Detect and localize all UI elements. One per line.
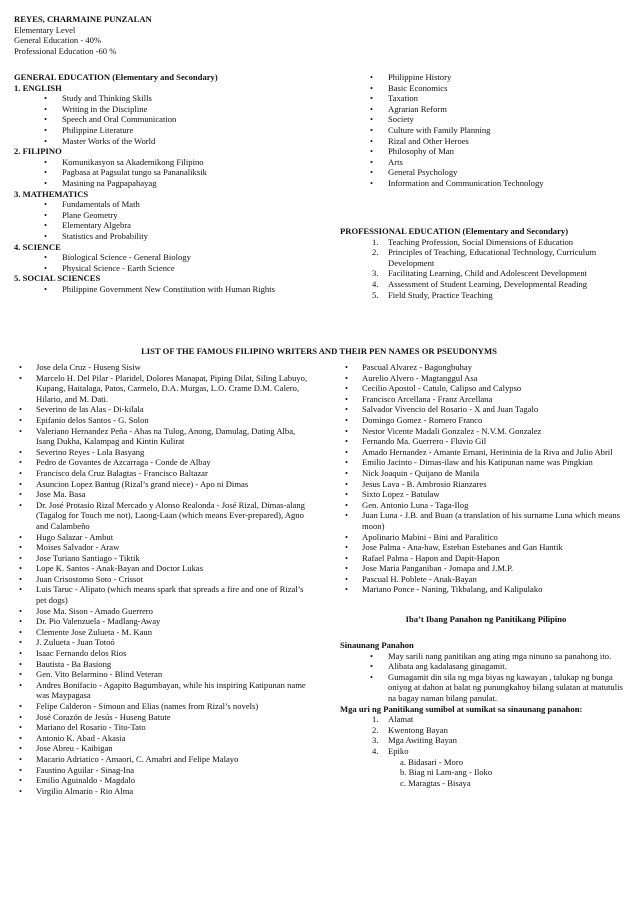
writer-item: • Jesus Lava - B. Ambrosio Rianzares	[340, 479, 632, 490]
writer-item: • Dr. José Protasio Rizal Mercado y Alonso Realonda - José Rizal, Dimas-alang (Tagalog for Touch me not), Laong-Laan (which means Ever-prepared), Agno and Calambeño	[14, 500, 314, 532]
item-number: 4.	[372, 745, 379, 756]
writer-item: • Juan Crisostomo Soto - Crissot	[14, 574, 314, 585]
writer-item: • Domingo Gomez - Romero Franco	[340, 415, 632, 426]
gen-ed-section-heading	[14, 189, 314, 200]
writer-item: • Gen. Vito Belarmino - Blind Veteran	[14, 669, 314, 680]
section-number: 4.	[14, 241, 21, 252]
subject-item: • Agrarian Reform	[340, 104, 630, 115]
writer-item: • Nick Joaquin - Quijano de Manila	[340, 468, 632, 479]
prof-ed-block	[340, 226, 632, 300]
writers-left-list	[14, 362, 314, 796]
epiko-item: a. Bidasari - Moro	[400, 756, 464, 767]
item-text: Epiko	[388, 745, 409, 756]
writer-item: • Severino de las Alas - Di-kilala	[14, 404, 314, 415]
section-subject-list	[14, 157, 314, 189]
subject-item: • Biological Science - General Biology	[14, 252, 314, 263]
subject-item: • Pagbasa at Pagsulat tungo sa Pananaliksik	[14, 167, 314, 178]
writer-item: • Lope K. Santos - Anak-Bayan and Doctor Lukas	[14, 563, 314, 574]
writer-item: • Sixto Lopez - Batulaw	[340, 489, 632, 500]
writer-item: • Jose Abreu - Kaibigan	[14, 743, 314, 754]
subject-item: • Writing in the Discipline	[14, 104, 314, 115]
prof-ed-list	[340, 237, 632, 301]
section-title: ENGLISH	[22, 82, 62, 93]
uri-title: Mga uri ng Panitikang sumibol at sumikat sa sinaunang panahon:	[340, 703, 583, 714]
uri-item	[340, 735, 632, 746]
subject-item: • Society	[340, 114, 630, 125]
writer-item: • Emilio Jacinto - Dimas-ilaw and his Katipunan name was Pingkian	[340, 457, 632, 468]
section-number: 2.	[14, 146, 21, 157]
writer-item: • Felipe Calderon - Simoun and Elias (names from Rizal’s novels)	[14, 701, 314, 712]
item-number: 1.	[372, 714, 379, 725]
subject-item: • Speech and Oral Communication	[14, 114, 314, 125]
prof-ed-item	[340, 247, 632, 268]
panahon-title: Iba’t Ibang Panahon ng Panitikang Pilipino	[405, 614, 567, 624]
subject-item: • Arts	[340, 157, 630, 168]
section-title: SCIENCE	[22, 241, 61, 252]
item-number: 2.	[372, 724, 379, 735]
prof-ed-title: PROFESSIONAL EDUCATION (Elementary and Secondary)	[340, 226, 569, 236]
header-block	[14, 14, 314, 56]
section-number: 5.	[14, 273, 21, 284]
writer-item: • Mariano Ponce - Naning, Tikbalang, and Kalipulako	[340, 584, 632, 595]
writer-item: • Macario Adriatico - Amaori, C. Amabri and Felipe Malayo	[14, 754, 314, 765]
prof-ed-item	[340, 279, 632, 290]
gen-ed-section-heading	[14, 273, 314, 284]
subject-item: • Plane Geometry	[14, 210, 314, 221]
section-subject-list	[14, 284, 314, 295]
subject-item: • Physical Science - Earth Science	[14, 263, 314, 274]
epiko-item: c. Maragtas - Bisaya	[400, 777, 471, 788]
epiko-item: b. Biag ni Lam-ang - Iloko	[400, 767, 493, 778]
item-number: 3.	[372, 735, 379, 746]
uri-item	[340, 725, 632, 736]
gen-ed-right-list	[340, 72, 630, 189]
writer-item: • Dr. Pio Valenzuela - Madlang-Away	[14, 616, 314, 627]
gen-ed-section-heading	[14, 242, 314, 253]
writer-item: • Bautista - Ba Basiong	[14, 659, 314, 670]
panahon-item: • May sarili nang panitikan ang ating mga ninuno sa panahong ito.	[340, 651, 632, 662]
writer-item: • Amado Hernandez - Amante Ernani, Herininia de la Riva and Julio Abril	[340, 447, 632, 458]
subject-item: • Philippine Government New Constitution with Human Rights	[14, 284, 314, 295]
subject-item: • Elementary Algebra	[14, 220, 314, 231]
section-number: 1.	[14, 82, 21, 93]
writer-item: • Francisco dela Cruz Balagtas - Francisco Baltazar	[14, 468, 314, 479]
uri-list	[340, 714, 632, 756]
panahon-list	[340, 651, 632, 704]
writer-item: • Luis Taruc - Alipato (which means spark that spreads a fire and one of Rizal’s pet dogs)	[14, 584, 314, 605]
writers-right	[340, 362, 632, 595]
section-subject-list	[14, 252, 314, 273]
writer-item: • Pascual Alvarez - Bagongbuhay	[340, 362, 632, 373]
subject-item: • Taxation	[340, 93, 630, 104]
writer-item: • Valeriano Hernandez Peña - Ahas na Tulog, Anong, Damulag, Dating Alba, Isang Dukha, Kalampag and Kintin Kulirat	[14, 426, 314, 447]
writer-item: • Andres Bonifacio - Agapito Bagumbayan, while his inspiring Katipunan name was Maypagasa	[14, 680, 314, 701]
uri-item	[340, 714, 632, 725]
writer-item: • Pedro de Govantes de Azcarraga - Conde de Albay	[14, 457, 314, 468]
gen-ed-section-heading	[14, 83, 314, 94]
subject-item: • Rizal and Other Heroes	[340, 136, 630, 147]
item-text: Field Study, Practice Teaching	[388, 289, 493, 300]
writer-item: • Jose Turiano Santiago - Tiktik	[14, 553, 314, 564]
writer-item: • Gen. Antonio Luna - Taga-Ilog	[340, 500, 632, 511]
writer-item: • Nestor Vicente Madali Gonzalez - N.V.M. Gonzalez	[340, 426, 632, 437]
item-number: 5.	[372, 289, 379, 300]
writer-item: • Epifanio delos Santos - G. Solon	[14, 415, 314, 426]
subject-item: • General Psychology	[340, 167, 630, 178]
gen-ed-title: GENERAL EDUCATION (Elementary and Secondary)	[14, 72, 218, 82]
panahon-item: • Gumagamit din sila ng mga biyas ng kawayan , talukap ng bunga oniyog at dahon at balat ng punungkahoy bilang sulatan at matutulis na bagay naman bilang panulat.	[340, 672, 632, 704]
item-number: 3.	[372, 268, 379, 279]
gen-ed-left	[14, 72, 314, 294]
subject-item: • Masining na Pagpapahayag	[14, 178, 314, 189]
item-text: Alamat	[388, 714, 414, 725]
writers-title: LIST OF THE FAMOUS FILIPINO WRITERS AND THEIR PEN NAMES OR PSEUDONYMS	[141, 346, 497, 356]
writer-item: • Fernando Ma. Guerrero - Fluvio Gil	[340, 436, 632, 447]
writer-item: • Juan Luna - J.B. and Buan (a translation of his surname Luna which means moon)	[340, 510, 632, 531]
item-text: Kwentong Bayan	[388, 724, 448, 735]
uri-item	[340, 746, 632, 757]
writer-item: • Jose dela Cruz - Huseng Sisiw	[14, 362, 314, 373]
section-subject-list	[14, 93, 314, 146]
prof-ed-item	[340, 290, 632, 301]
subject-item: • Fundamentals of Math	[14, 199, 314, 210]
writer-item: • José Corazón de Jesús - Huseng Batute	[14, 712, 314, 723]
writer-item: • J. Zulueta - Juan Totoó	[14, 637, 314, 648]
subject-item: • Study and Thinking Skills	[14, 93, 314, 104]
item-text: Mga Awiting Bayan	[388, 735, 457, 746]
section-number: 3.	[14, 188, 21, 199]
subject-item: • Culture with Family Planning	[340, 125, 630, 136]
section-subject-list	[14, 199, 314, 241]
student-name: REYES, CHARMAINE PUNZALAN	[14, 14, 152, 24]
gen-ed-right	[340, 72, 630, 189]
writer-item: • Jose Palma - Ana-haw, Esteban Estebanes and Gan Hantik	[340, 542, 632, 553]
panahon-item: • Alibata ang kadalasang ginagamit.	[340, 661, 632, 672]
writer-item: • Virgilio Almario - Rio Alma	[14, 786, 314, 797]
section-title: MATHEMATICS	[22, 188, 89, 199]
item-text: Assessment of Student Learning, Developmental Reading	[388, 278, 588, 289]
writer-item: • Marcelo H. Del Pilar - Plaridel, Dolores Manapat, Piping Dilat, Siling Labuyo, Kupang, Haitalaga, Patos, Carmelo, D.A. Murgas, L.O. Crame D.M. Calero, Hilario, and M. Dati.	[14, 373, 314, 405]
writer-item: • Cecilio Apostol - Catulo, Calipso and Calypso	[340, 383, 632, 394]
prof-ed-item	[340, 268, 632, 279]
subject-item: • Komunikasyon sa Akademikong Filipino	[14, 157, 314, 168]
writer-item: • Clemente Jose Zulueta - M. Kaun	[14, 627, 314, 638]
item-text: Principles of Teaching, Educational Technology, Curriculum Development	[388, 247, 597, 268]
gen-ed-sections	[14, 83, 314, 295]
item-number: 4.	[372, 278, 379, 289]
writer-item: • Antonio K. Abad - Akasia	[14, 733, 314, 744]
gen-ed-percent: General Education - 40%	[14, 35, 102, 46]
writer-item: • Aurelio Alvero - Magtanggul Asa	[340, 373, 632, 384]
item-number: 2.	[372, 247, 379, 258]
epiko-list	[340, 757, 632, 789]
writer-item: • Jose Maria Panganiban - Jomapa and J.M.P.	[340, 563, 632, 574]
writer-item: • Hugo Salazar - Ambut	[14, 532, 314, 543]
section-title: FILIPINO	[22, 146, 62, 157]
item-number: 1.	[372, 236, 379, 247]
writer-item: • Apolinario Mabini - Bini and Paralitico	[340, 532, 632, 543]
level-line: Elementary Level	[14, 24, 76, 35]
writer-item: • Isaac Fernando delos Rios	[14, 648, 314, 659]
writer-item: • Emilio Aguinaldo - Magdalo	[14, 775, 314, 786]
subject-item: • Master Works of the World	[14, 136, 314, 147]
writer-item: • Mariano del Rosario - Tito-Tato	[14, 722, 314, 733]
subject-item: • Information and Communication Technology	[340, 178, 630, 189]
writer-item: • Asuncion Lopez Bantug (Rizal’s grand niece) - Apo ni Dimas	[14, 479, 314, 490]
section-title: SOCIAL SCIENCES	[22, 273, 101, 284]
writer-item: • Jose Ma. Sison - Amado Guerrero	[14, 606, 314, 617]
prof-ed-percent: Professional Education -60 %	[14, 45, 117, 56]
prof-ed-item	[340, 237, 632, 248]
subject-item: • Philosophy of Man	[340, 146, 630, 157]
subject-item: • Statistics and Probability	[14, 231, 314, 242]
writer-item: • Severino Reyes - Lola Basyang	[14, 447, 314, 458]
writers-left	[14, 362, 314, 796]
writer-item: • Moises Salvador - Araw	[14, 542, 314, 553]
writer-item: • Rafael Palma - Hapon and Dapit-Hapon	[340, 553, 632, 564]
subject-item: • Philippine Literature	[14, 125, 314, 136]
writers-right-list	[340, 362, 632, 595]
panahon-subtitle: Sinaunang Panahon	[340, 640, 414, 650]
writer-item: • Jose Ma. Basa	[14, 489, 314, 500]
writer-item: • Salvador Vivencio del Rosario - X and Juan Tagalo	[340, 404, 632, 415]
item-text: Teaching Profession, Social Dimensions of Education	[388, 236, 574, 247]
gen-ed-section-heading	[14, 146, 314, 157]
subject-item: • Basic Economics	[340, 83, 630, 94]
panahon-block	[340, 640, 632, 788]
writer-item: • Francisco Arcellana - Franz Arcellana	[340, 394, 632, 405]
subject-item: • Philippine History	[340, 72, 630, 83]
item-text: Facilitating Learning, Child and Adolescent Development	[388, 268, 588, 279]
writer-item: • Pascual H. Poblete - Anak-Bayan	[340, 574, 632, 585]
writer-item: • Faustino Aguilar - Sinag-Ina	[14, 765, 314, 776]
